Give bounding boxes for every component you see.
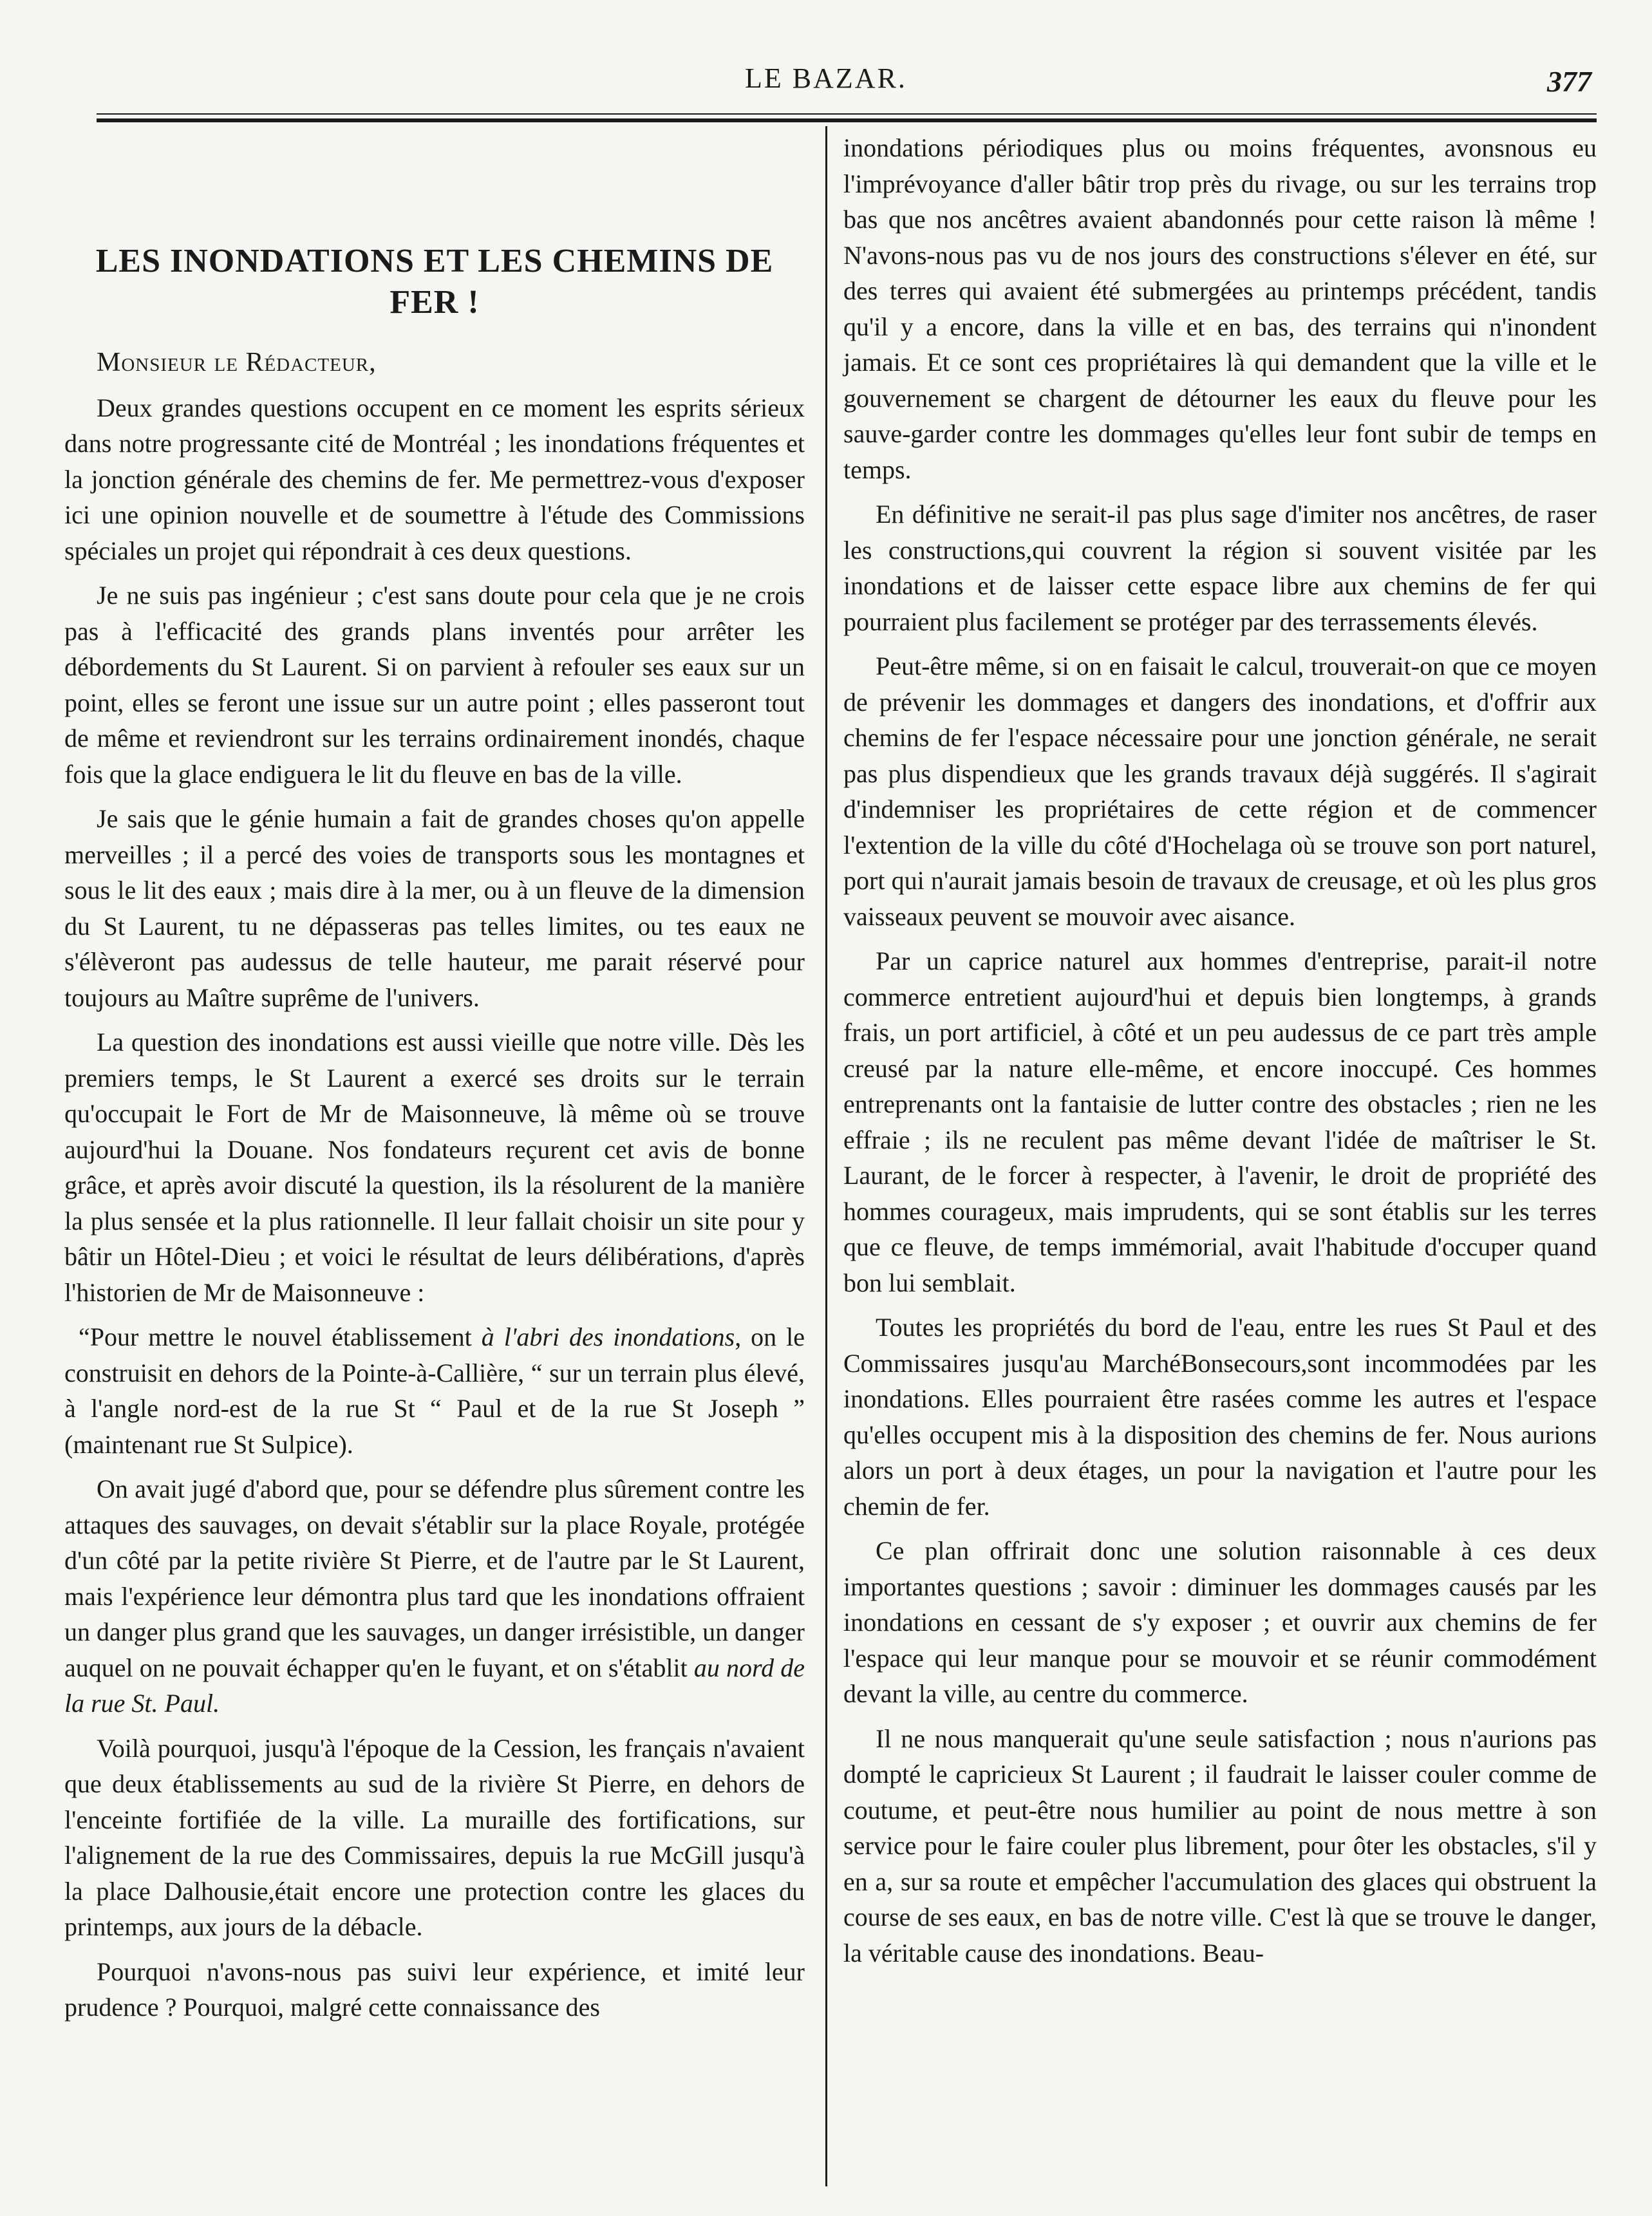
- paragraph-5: [64, 1471, 805, 1722]
- paragraph-4: La question des inondations est aussi vieille que notre ville. Dès les premiers temps, le St Laurent a exercé ses droits sur le terrain qu'occupait le Fort de Mr de Maisonneuve, là même où se trouve aujourd'hui la Douane. Nos fondateurs reçurent cet avis de bonne grâce, et après avoir discuté la question, ils la résolurent de la manière la plus sensée et la plus rationnelle. Il leur fallait choisir un site pour y bâtir un Hôtel-Dieu ; et voici le résultat de leurs délibérations, d'après l'historien de Mr de Maisonneuve :: [64, 1028, 805, 1307]
- header-rule-thin: [97, 113, 1597, 115]
- paragraph-7: Pourquoi n'avons-nous pas suivi leur expérience, et imité leur prudence ? Pourquoi, malgré cette connaissance des: [64, 1957, 805, 2022]
- paragraph-8: En définitive ne serait-il pas plus sage d'imiter nos ancêtres, de raser les constructions,qui couvrent la région si souvent visitée par les inondations et de laisser cette espace libre aux chemins de fer qui pourraient plus facilement se protéger par des terrassements élevés.: [843, 500, 1597, 636]
- left-column: [64, 126, 805, 2034]
- running-head: [0, 62, 1652, 100]
- article-title: LES INONDATIONS ET LES CHEMINS DE FER !: [95, 243, 774, 321]
- paragraph-5-text: On avait jugé d'abord que, pour se défendre plus sûrement contre les attaques des sauvages, on devait s'établir sur la place Royale, protégée d'un côté par la petite rivière St Pierre, et de l'autre par le St Laurent, mais l'expérience leur démontra plus tard que les inondations offraient un danger plus grand que les sauvages, un danger irrésistible, un danger auquel on ne pouvait échapper qu'en le fuyant, et on s'établit: [64, 1474, 805, 1682]
- paragraph-3: Je sais que le génie humain a fait de grandes choses qu'on appelle merveilles ; il a percé des voies de transports sous les montagnes et sous le lit des eaux ; mais dire à la mer, ou à un fleuve de la dimension du St Laurent, tu ne dépasseras pas telles limites, ou tes eaux ne s'élèveront pas audessus de telle hauteur, me parait réservé pour toujours au Maître suprême de l'univers.: [64, 804, 805, 1012]
- paragraph-1: Deux grandes questions occupent en ce moment les esprits sérieux dans notre progressante cité de Montréal ; les inondations fréquentes et la jonction générale des chemins de fer. Me permettrez-vous d'exposer ici une opinion nouvelle et de soumettre à l'étude des Commissions spéciales un projet qui répondrait à ces deux questions.: [64, 393, 805, 565]
- column-divider: [825, 126, 827, 2186]
- paragraph-11: Toutes les propriétés du bord de l'eau, entre les rues St Paul et des Commissaires jusqu'au MarchéBonsecours,sont incommodées par les inondations. Elles pourraient être rasées comme les autres et l'espace qu'elles occupent mis à la disposition des chemins de fer. Nous aurions alors un port à deux étages, un pour la navigation et l'autre pour les chemin de fer.: [843, 1313, 1597, 1521]
- page-number: 377: [1547, 65, 1591, 98]
- paragraph-9: Peut-être même, si on en faisait le calcul, trouverait-on que ce moyen de prévenir les dommages et dangers des inondations, et d'offrir aux chemins de fer l'espace nécessaire pour une jonction générale, ne serait pas plus dispendieux que les grands travaux déjà suggérés. Il s'agirait d'indemniser les propriétaires de cette région et de commencer l'extention de la ville du côté d'Hochelaga où se trouve son port naturel, port qui n'aurait jamais besoin de travaux de creusage, et où les plus gros vaisseaux peuvent se mouvoir avec aisance.: [843, 652, 1597, 931]
- paragraph-2: Je ne suis pas ingénieur ; c'est sans doute pour cela que je ne crois pas à l'efficacité des grands plans inventés pour arrêter les débordements du St Laurent. Si on parvient à refouler ses eaux sur un point, elles se feront une issue sur un autre point ; elles passeront tout de même et reviendront sur les terrains ordinairement inondés, chaque fois que la glace endiguera le lit du fleuve en bas de la ville.: [64, 581, 805, 789]
- salutation: Monsieur le Rédacteur,: [97, 348, 377, 377]
- paragraph-10: Par un caprice naturel aux hommes d'entreprise, parait-il notre commerce entretient aujourd'hui et depuis bien longtemps, à grands frais, un port artificiel, à côté et un peu audessus de ce part très ample creusé par la nature elle-même, et encore inoccupé. Ces hommes entreprenants ont la fantaisie de lutter contre des obstacles ; rien ne les effraie ; ils ne reculent pas même devant l'idée de maîtriser le St. Laurant, de le forcer à respecter, à l'avenir, le droit de propriété des hommes courageux, mais imprudents, qui se sont établis sur les terres que ce fleuve, de temps immémorial, avait l'habitude d'occuper quand bon lui semblait.: [843, 946, 1597, 1297]
- paragraph-12: Ce plan offrirait donc une solution raisonnable à ces deux importantes questions ; savoir : diminuer les dommages causés par les inondations en cessant de s'y exposer ; et ouvrir aux chemins de fer l'espace qui leur manque pour se mouvoir et se réunir commodément devant la ville, au centre du commerce.: [843, 1536, 1597, 1708]
- journal-title: LE BAZAR.: [745, 62, 907, 94]
- paragraph-7-continued: inondations périodiques plus ou moins fréquentes, avonsnous eu l'imprévoyance d'aller bâtir trop près du rivage, ou sur les terrains trop bas que nos ancêtres avaient abandonnés pour cette raison là même ! N'avons-nous pas vu de nos jours des constructions s'élever en été, sur des terres qui avaient été submergées au printemps précédent, tandis qu'il y a encore, dans la ville et en bas, des terrains qui n'inondent jamais. Et ce sont ces propriétaires là qui demandent que la ville et le gouvernement se chargent de détourner les eaux du fleuve pour les sauve-garder contre les dommages qu'elles leur font subir de temps en temps.: [843, 133, 1597, 484]
- quotation-end: , on le construisit en dehors de la Pointe-à-Callière, “ sur un terrain plus élevé, à l'angle nord-est de la rue St “ Paul et de la rue St Joseph ” (maintenant rue St Sulpice).: [64, 1322, 805, 1459]
- right-column: [843, 130, 1597, 1980]
- paragraph-13: Il ne nous manquerait qu'une seule satisfaction ; nous n'aurions pas dompté le capricieux St Laurent ; il faudrait le laisser couler comme de coutume, et peut-être nous humilier au point de nous mettre à son service pour le faire couler plus librement, pour ôter les obstacles, s'il y en a, sur sa route et empêcher l'accumulation des glaces qui obstruent la course de ses eaux, en bas de notre ville. C'est là que se trouve le danger, la véritable cause des inondations. Beau-: [843, 1723, 1597, 1967]
- header-rule-thick: [97, 118, 1597, 122]
- quotation: [64, 1319, 805, 1462]
- paragraph-5-italic: au nord de la rue St. Paul.: [64, 1653, 805, 1718]
- paragraph-6: Voilà pourquoi, jusqu'à l'époque de la Cession, les français n'avaient que deux établissements au sud de la rivière St Pierre, en dehors de l'enceinte fortifiée de la ville. La muraille des fortifications, sur l'alignement de la rue des Commissaires, depuis la rue McGill jusqu'à la place Dalhousie,était encore une protection contre les glaces du printemps, aux jours de la débacle.: [64, 1733, 805, 1941]
- quotation-italic: à l'abri des inondations: [481, 1322, 735, 1351]
- quotation-start: “Pour mettre le nouvel établissement: [79, 1322, 482, 1351]
